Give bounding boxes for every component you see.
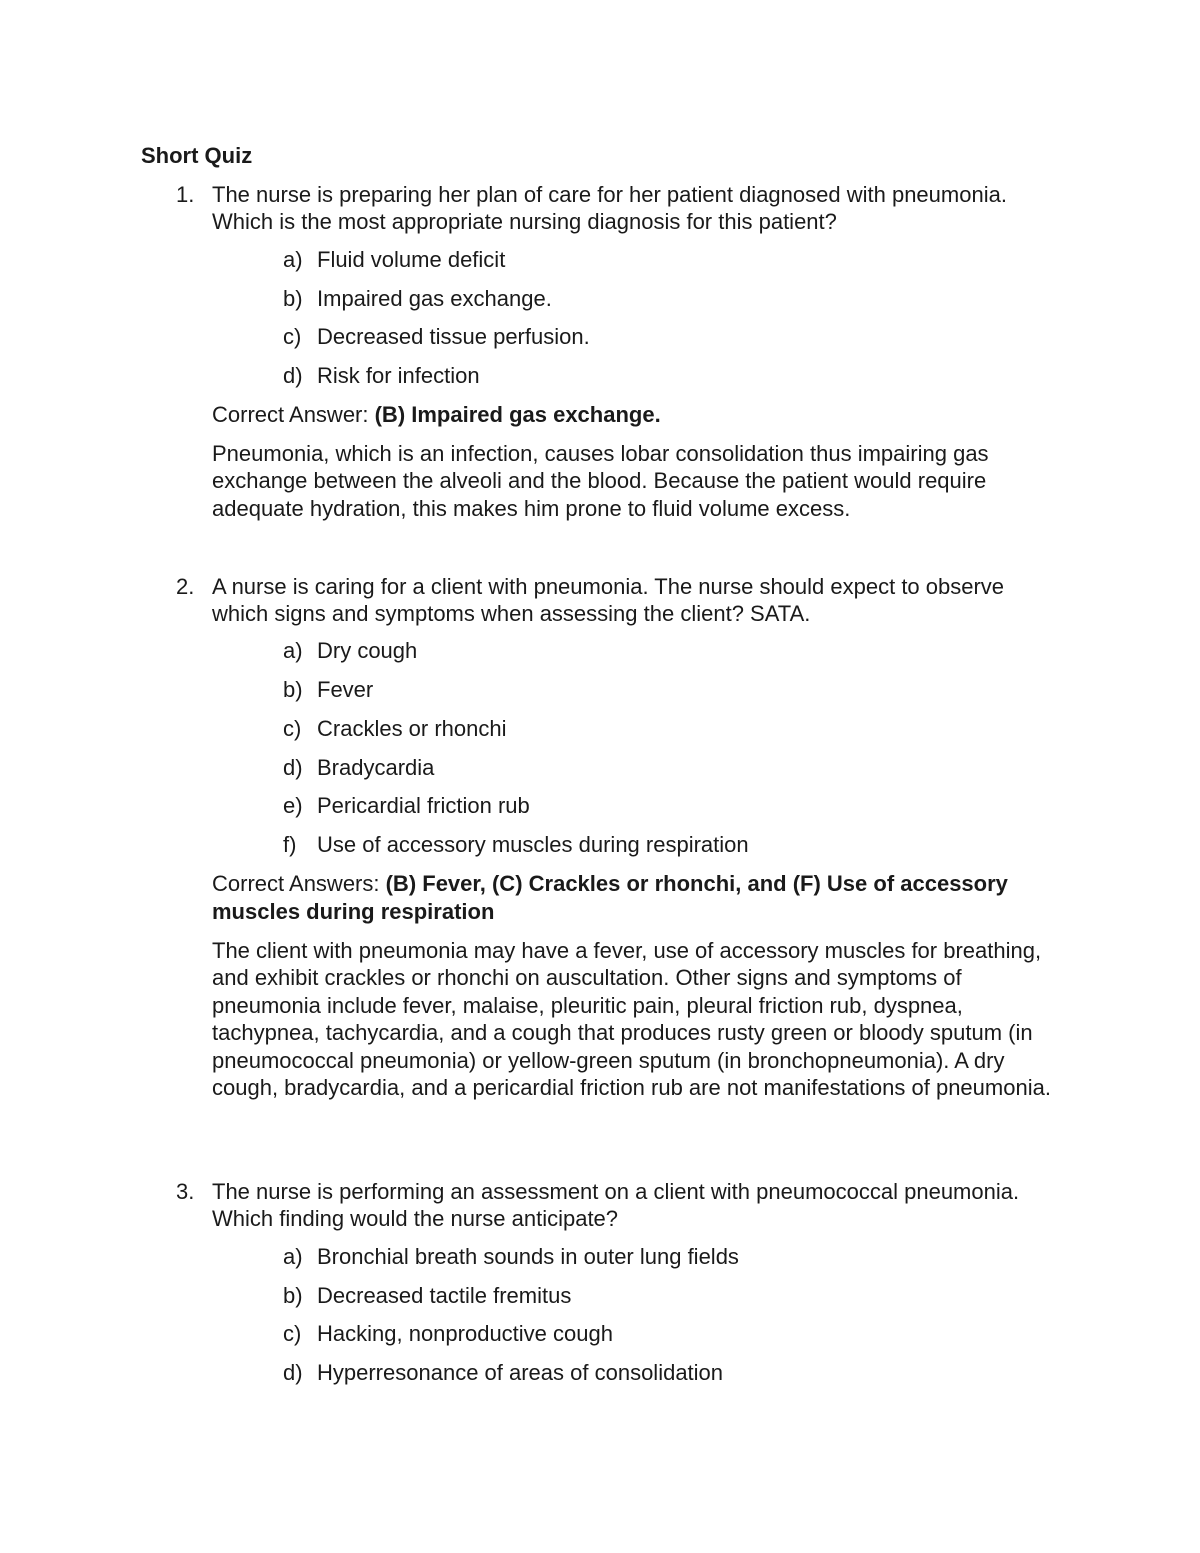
option-text: Risk for infection bbox=[317, 362, 480, 388]
question-number: 2. bbox=[176, 574, 195, 599]
rationale: The client with pneumonia may have a fever, use of accessory muscles for breathing, and exhibit crackles or rhonchi on auscultation. Other signs and symptoms of pneumonia include fever, malaise, pleuritic pain, pleural friction rub, dyspnea, tachypnea, tachycardia, and a cough that produces rusty green or bloody sputum (in pneumococcal pneumonia) or yellow-green sputum (in bronchopneumonia). A dry cough, bradycardia, and a pericardial friction rub are not manifestations of pneumonia. bbox=[212, 938, 1051, 1101]
question-3 bbox=[0, 1178, 1200, 1398]
option-letter: b) bbox=[283, 677, 303, 702]
option-a bbox=[0, 246, 900, 274]
option-letter: a) bbox=[283, 1244, 303, 1269]
question-text: The nurse is preparing her plan of care for her patient diagnosed with pneumonia. Which is the most appropriate nursing diagnosis for this patient? bbox=[212, 182, 1007, 234]
option-letter: b) bbox=[283, 285, 303, 311]
question-text: A nurse is caring for a client with pneumonia. The nurse should expect to observe which signs and symptoms when assessing the client? SATA. bbox=[212, 574, 1005, 626]
option-letter: c) bbox=[283, 1321, 302, 1346]
option-text: Hyperresonance of areas of consolidation bbox=[317, 1359, 724, 1385]
option-text: Fever bbox=[317, 677, 374, 702]
answer-value: (B) Impaired gas exchange. bbox=[374, 402, 661, 427]
option-text: Decreased tactile fremitus bbox=[317, 1282, 572, 1308]
option-b bbox=[0, 285, 900, 313]
option-text: Impaired gas exchange. bbox=[317, 285, 552, 311]
question-1 bbox=[0, 181, 1200, 531]
option-text: Use of accessory muscles during respiration bbox=[317, 832, 749, 857]
option-letter: e) bbox=[283, 793, 303, 818]
question-2 bbox=[0, 573, 1200, 1133]
option-d bbox=[0, 362, 900, 390]
option-text: Crackles or rhonchi bbox=[317, 715, 507, 741]
option-d bbox=[0, 754, 900, 782]
answer-value: (B) Fever, (C) Crackles or rhonchi, and (F) Use of accessory muscles during respiration bbox=[212, 871, 1008, 924]
option-letter: a) bbox=[283, 247, 303, 272]
option-text: Decreased tissue perfusion. bbox=[317, 324, 590, 349]
option-letter: d) bbox=[283, 1359, 303, 1385]
answer-label: Correct Answer: bbox=[212, 402, 375, 427]
question-text: The nurse is performing an assessment on a client with pneumococcal pneumonia. Which finding would the nurse anticipate? bbox=[212, 1179, 1020, 1231]
option-c bbox=[0, 323, 900, 351]
option-text: Fluid volume deficit bbox=[317, 247, 506, 272]
option-b bbox=[0, 676, 900, 704]
option-f bbox=[0, 831, 900, 859]
rationale: Pneumonia, which is an infection, causes lobar consolidation thus impairing gas exchange between the alveoli and the blood. Because the patient would require adequate hydration, this makes him prone to fluid volume excess. bbox=[212, 441, 989, 521]
option-text: Pericardial friction rub bbox=[317, 793, 530, 818]
option-letter: a) bbox=[283, 638, 303, 663]
option-a bbox=[0, 637, 900, 665]
option-c bbox=[0, 1320, 900, 1348]
page-title: Short Quiz bbox=[141, 143, 253, 168]
option-letter: c) bbox=[283, 715, 302, 741]
option-text: Dry cough bbox=[317, 638, 418, 663]
option-a bbox=[0, 1243, 900, 1271]
option-text: Hacking, nonproductive cough bbox=[317, 1321, 613, 1346]
answer-label: Correct Answers: bbox=[212, 871, 386, 896]
question-number: 1. bbox=[176, 182, 195, 207]
question-number: 3. bbox=[176, 1179, 195, 1204]
option-letter: c) bbox=[283, 324, 302, 349]
correct-answer bbox=[212, 870, 1012, 926]
option-e bbox=[0, 792, 900, 820]
option-letter: f) bbox=[283, 832, 297, 857]
option-text: Bradycardia bbox=[317, 754, 435, 780]
option-text: Bronchial breath sounds in outer lung fields bbox=[317, 1244, 739, 1269]
option-c bbox=[0, 715, 900, 743]
option-b bbox=[0, 1282, 900, 1310]
option-letter: d) bbox=[283, 754, 303, 780]
option-letter: b) bbox=[283, 1282, 303, 1308]
correct-answer bbox=[212, 401, 1012, 429]
option-letter: d) bbox=[283, 362, 303, 388]
option-d bbox=[0, 1359, 900, 1387]
